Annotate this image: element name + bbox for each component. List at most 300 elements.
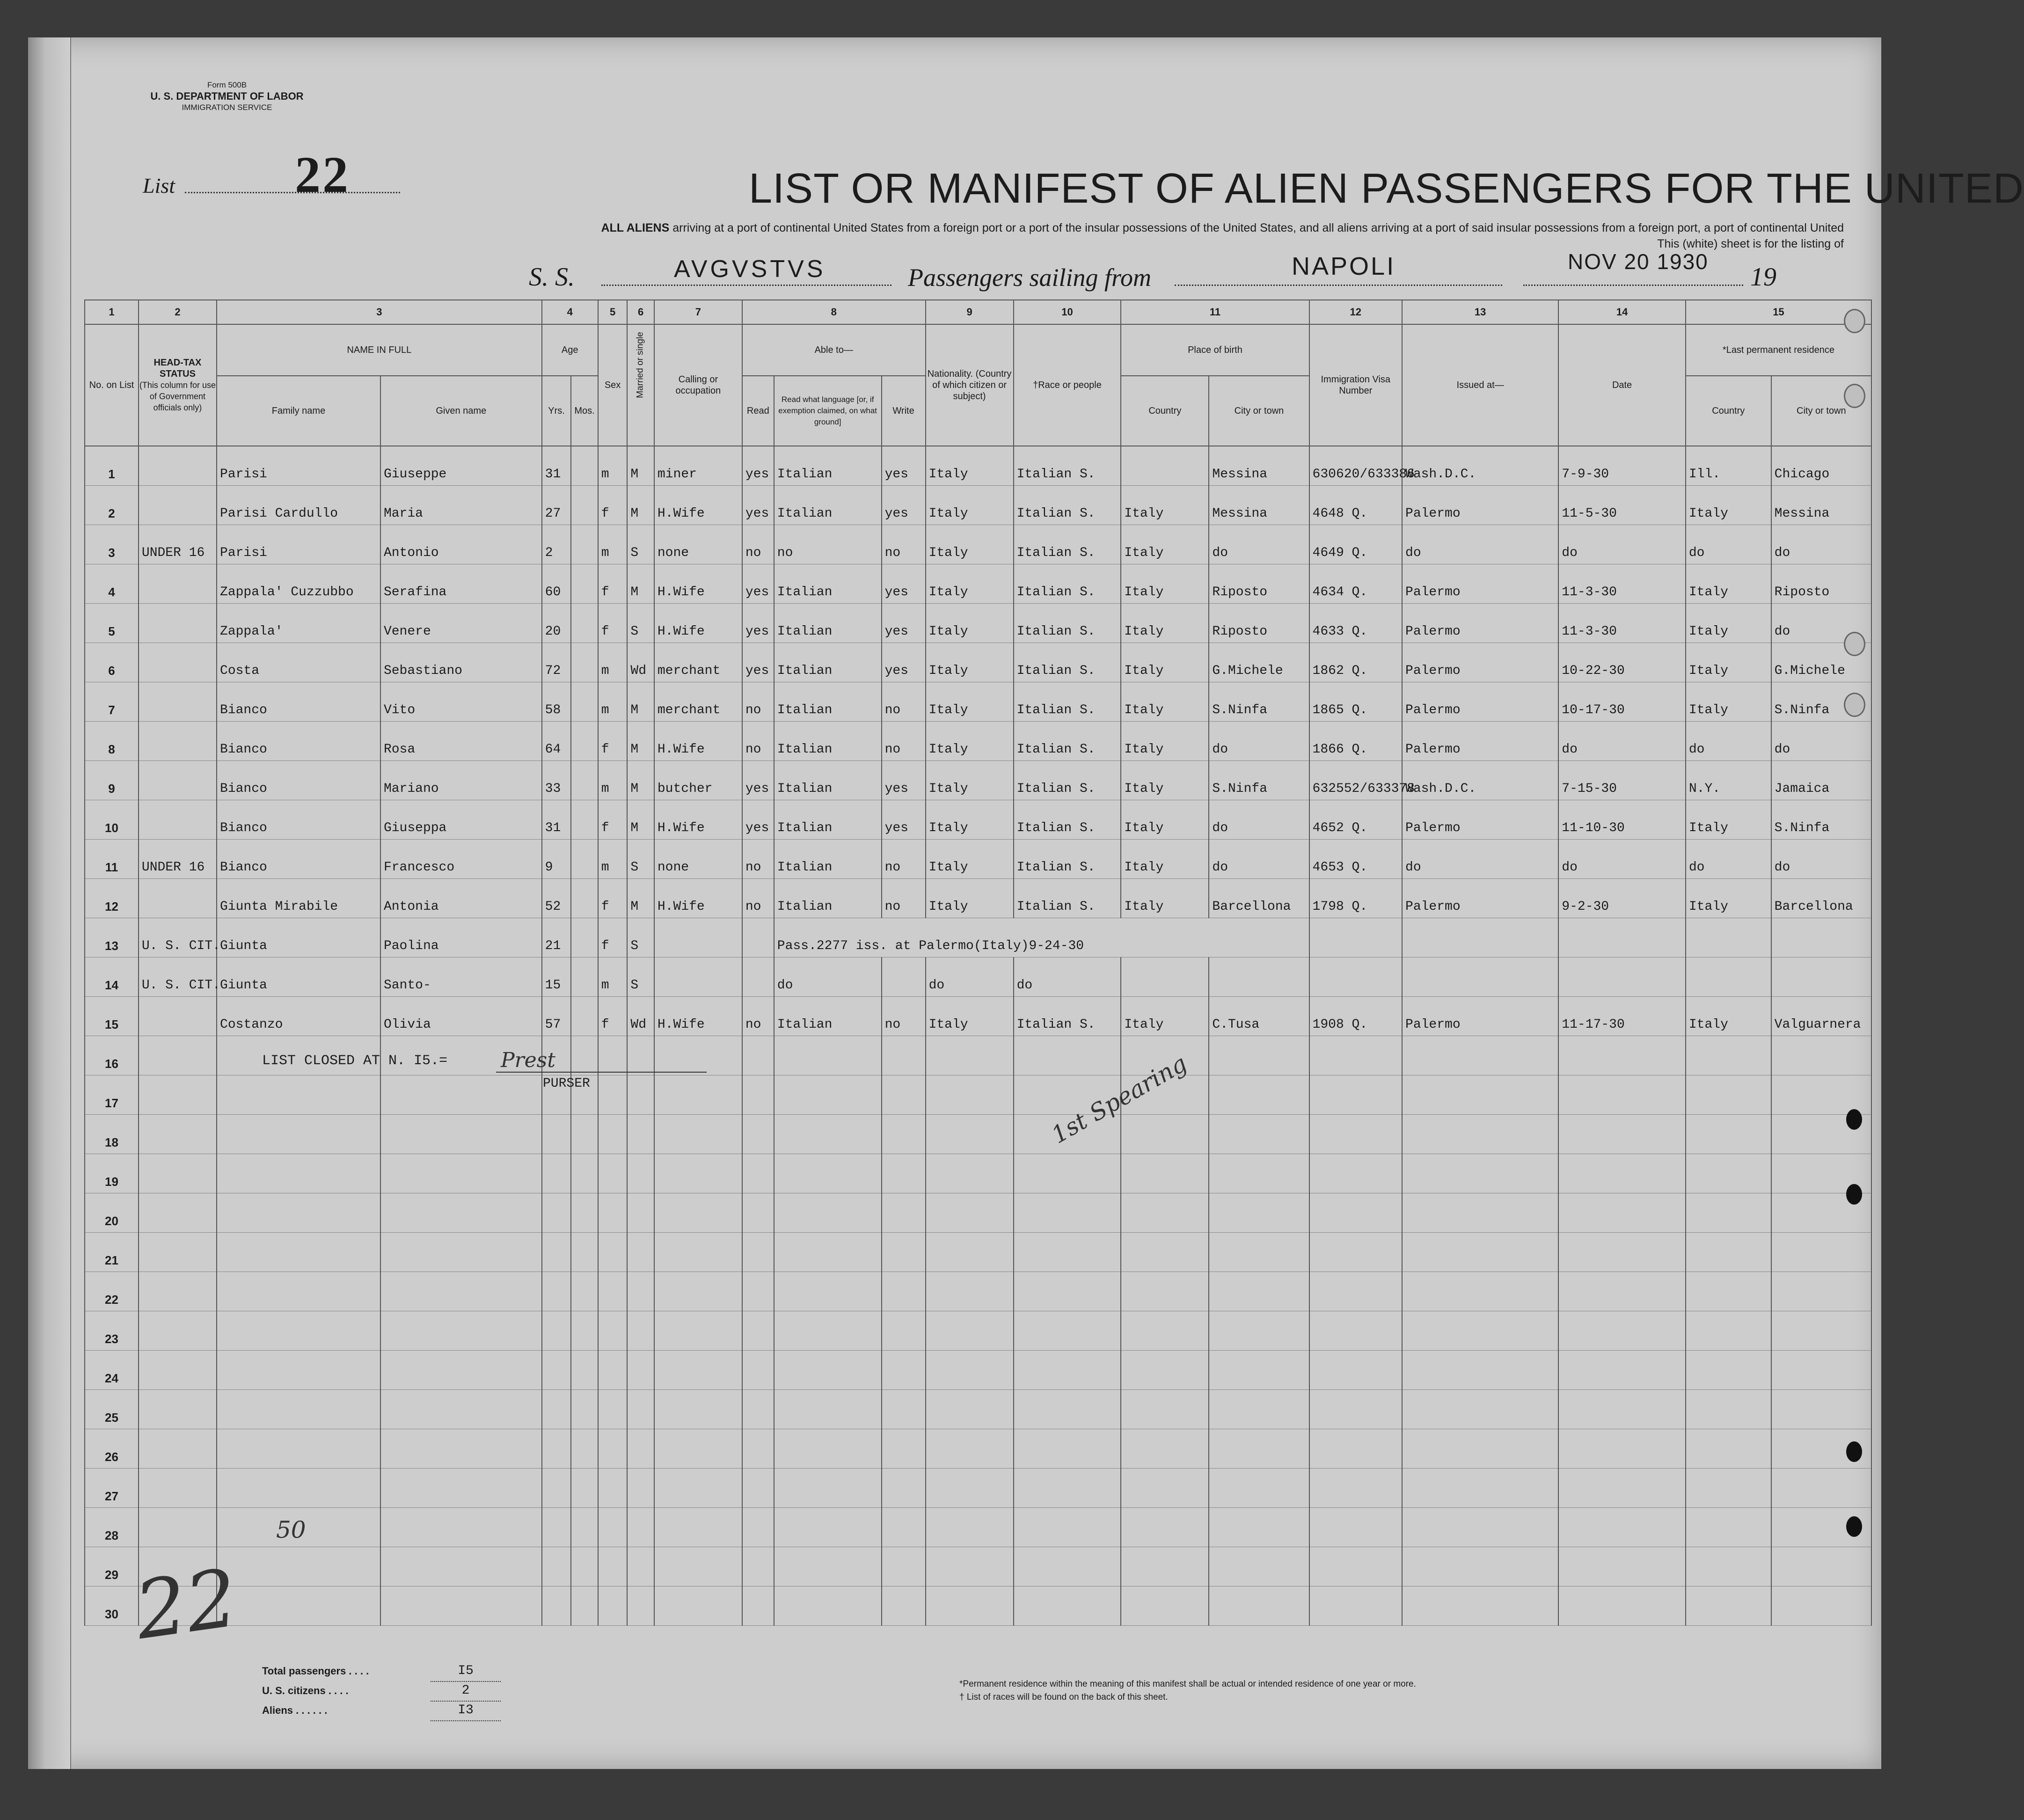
- cell-occupation: H.Wife: [654, 800, 742, 840]
- port-name: NAPOLI: [1292, 252, 1396, 280]
- header-issued-at: Issued at—: [1402, 324, 1558, 446]
- cell-given-name: [380, 1469, 542, 1508]
- cell-birth-country: [1121, 446, 1209, 486]
- cell-birth-city: [1209, 1115, 1309, 1154]
- aliens-label: Aliens . . . . . .: [262, 1704, 328, 1716]
- cell-visa-date: do: [1558, 525, 1686, 564]
- cell-visa-date: 11-3-30: [1558, 564, 1686, 604]
- cell-birth-country: Italy: [1121, 604, 1209, 643]
- cell-write: yes: [882, 446, 926, 486]
- cell-given-name: [380, 1115, 542, 1154]
- cell-res-country: Ill.: [1686, 446, 1771, 486]
- binder-ring-1: [1844, 309, 1865, 333]
- cell-age-mos: [571, 1036, 598, 1075]
- col-num-3: 3: [217, 300, 542, 324]
- document-subtitle: [435, 220, 1844, 252]
- table-row: [85, 604, 1871, 643]
- cell-nationality: Italy: [926, 525, 1014, 564]
- cell-write: [882, 1193, 926, 1233]
- cell-res-country: Italy: [1686, 486, 1771, 525]
- cell-age-yrs: [542, 1272, 571, 1311]
- cell-given-name: [380, 1193, 542, 1233]
- cell-no: 30: [85, 1586, 139, 1626]
- cell-nationality: Italy: [926, 564, 1014, 604]
- cell-family-name: Bianco: [217, 800, 380, 840]
- cell-occupation: [654, 1469, 742, 1508]
- cell-family-name: Giunta: [217, 958, 380, 997]
- cell-birth-city: [1209, 1469, 1309, 1508]
- cell-given-name: Rosa: [380, 722, 542, 761]
- cell-head-tax: UNDER 16: [139, 525, 217, 564]
- cell-age-mos: [571, 918, 598, 958]
- cell-visa-number: [1309, 1429, 1402, 1469]
- cell-age-mos: [571, 1115, 598, 1154]
- col-num-6: 6: [627, 300, 654, 324]
- cell-given-name: Antonia: [380, 879, 542, 918]
- cell-age-yrs: [542, 1233, 571, 1272]
- cell-write: no: [882, 525, 926, 564]
- cell-occupation: [654, 1586, 742, 1626]
- cell-head-tax: [139, 1272, 217, 1311]
- cell-res-country: Italy: [1686, 682, 1771, 722]
- cell-no: 28: [85, 1508, 139, 1547]
- cell-read: no: [742, 525, 774, 564]
- header-read-language: Read what language [or, if exemption claimed, on what ground]: [774, 376, 882, 446]
- cell-sex: m: [598, 761, 628, 800]
- cell-visa-number: [1309, 1390, 1402, 1429]
- cell-read: [742, 1508, 774, 1547]
- cell-res-country: do: [1686, 840, 1771, 879]
- cell-issued-at: [1402, 1547, 1558, 1586]
- handwritten-small-number: 50: [276, 1516, 306, 1543]
- cell-language: Italian: [774, 446, 882, 486]
- cell-given-name: Mariano: [380, 761, 542, 800]
- cell-visa-date: [1558, 918, 1686, 958]
- cell-sex: [598, 1586, 628, 1626]
- cell-age-mos: [571, 1311, 598, 1351]
- column-number-row: [85, 300, 1871, 324]
- cell-birth-country: Italy: [1121, 682, 1209, 722]
- cell-issued-at: [1402, 1469, 1558, 1508]
- header-birth-city: City or town: [1209, 376, 1309, 446]
- subtitle-line-2: This (white) sheet is for the listing of: [1657, 237, 1844, 250]
- cell-sex: [598, 1311, 628, 1351]
- cell-res-city: [1771, 958, 1871, 997]
- cell-write: [882, 1154, 926, 1193]
- cell-visa-number: 4649 Q.: [1309, 525, 1402, 564]
- cell-nationality: [926, 1469, 1014, 1508]
- cell-res-country: [1686, 1233, 1771, 1272]
- cell-res-country: Italy: [1686, 643, 1771, 682]
- cell-visa-date: [1558, 1508, 1686, 1547]
- department-name: U. S. DEPARTMENT OF LABOR: [150, 90, 304, 102]
- cell-res-country: [1686, 1272, 1771, 1311]
- cell-read: [742, 1311, 774, 1351]
- cell-age-mos: [571, 1193, 598, 1233]
- cell-birth-country: [1121, 1311, 1209, 1351]
- cell-nationality: [926, 1233, 1014, 1272]
- cell-language: [774, 1036, 882, 1075]
- sailing-label: Passengers sailing from: [908, 263, 1152, 292]
- cell-marital: M: [627, 800, 654, 840]
- us-citizens-value: 2: [431, 1681, 501, 1702]
- cell-visa-date: 11-10-30: [1558, 800, 1686, 840]
- cell-visa-number: 632552/633378: [1309, 761, 1402, 800]
- cell-visa-date: [1558, 1193, 1686, 1233]
- list-closed-note: LIST CLOSED AT N. I5.=: [262, 1053, 448, 1069]
- cell-occupation: H.Wife: [654, 564, 742, 604]
- cell-age-yrs: 64: [542, 722, 571, 761]
- purser-label: PURSER: [543, 1076, 590, 1091]
- cell-marital: Wd: [627, 997, 654, 1036]
- cell-birth-country: Italy: [1121, 643, 1209, 682]
- cell-birth-city: [1209, 1547, 1309, 1586]
- cell-res-city: G.Michele: [1771, 643, 1871, 682]
- cell-visa-date: [1558, 1154, 1686, 1193]
- list-underline: [185, 192, 400, 193]
- cell-family-name: Parisi Cardullo: [217, 486, 380, 525]
- cell-issued-at: [1402, 1351, 1558, 1390]
- cell-res-city: S.Ninfa: [1771, 682, 1871, 722]
- cell-write: yes: [882, 761, 926, 800]
- cell-head-tax: [139, 486, 217, 525]
- cell-no: 8: [85, 722, 139, 761]
- col-num-8: 8: [742, 300, 926, 324]
- cell-language: Italian: [774, 800, 882, 840]
- cell-family-name: [217, 1429, 380, 1469]
- cell-res-city: [1771, 1547, 1871, 1586]
- cell-given-name: Serafina: [380, 564, 542, 604]
- cell-res-city: Riposto: [1771, 564, 1871, 604]
- cell-visa-number: 1866 Q.: [1309, 722, 1402, 761]
- aliens-value: I3: [431, 1701, 501, 1721]
- cell-race: Italian S.: [1014, 604, 1121, 643]
- cell-language: [774, 1429, 882, 1469]
- cell-birth-country: Italy: [1121, 879, 1209, 918]
- cell-issued-at: [1402, 1586, 1558, 1626]
- cell-family-name: [217, 1272, 380, 1311]
- cell-no: 12: [85, 879, 139, 918]
- cell-age-yrs: 31: [542, 446, 571, 486]
- cell-marital: S: [627, 958, 654, 997]
- cell-language: [774, 1390, 882, 1429]
- col-num-5: 5: [598, 300, 628, 324]
- cell-sex: [598, 1547, 628, 1586]
- cell-read: [742, 1075, 774, 1115]
- cell-sex: [598, 1390, 628, 1429]
- cell-language: no: [774, 525, 882, 564]
- cell-issued-at: Wash.D.C.: [1402, 446, 1558, 486]
- cell-birth-city: Riposto: [1209, 604, 1309, 643]
- cell-age-yrs: 33: [542, 761, 571, 800]
- cell-birth-country: Italy: [1121, 840, 1209, 879]
- cell-family-name: Bianco: [217, 722, 380, 761]
- cell-race: [1014, 1233, 1121, 1272]
- ship-underline: [601, 285, 891, 286]
- cell-write: [882, 1311, 926, 1351]
- cell-head-tax: U. S. CIT.: [139, 918, 217, 958]
- cell-visa-date: [1558, 1390, 1686, 1429]
- cell-age-yrs: [542, 1115, 571, 1154]
- cell-language: Italian: [774, 564, 882, 604]
- cell-no: 1: [85, 446, 139, 486]
- cell-issued-at: do: [1402, 840, 1558, 879]
- punch-hole-4: [1846, 1516, 1862, 1537]
- cell-head-tax: [139, 564, 217, 604]
- cell-occupation: [654, 1429, 742, 1469]
- cell-occupation: H.Wife: [654, 604, 742, 643]
- cell-family-name: Costanzo: [217, 997, 380, 1036]
- cell-visa-date: [1558, 958, 1686, 997]
- cell-no: 15: [85, 997, 139, 1036]
- cell-birth-city: [1209, 1311, 1309, 1351]
- punch-hole-2: [1846, 1184, 1862, 1205]
- cell-given-name: Giuseppe: [380, 446, 542, 486]
- table-row: [85, 1233, 1871, 1272]
- header-write: Write: [882, 376, 926, 446]
- cell-read: yes: [742, 446, 774, 486]
- cell-family-name: [217, 1193, 380, 1233]
- cell-age-mos: [571, 446, 598, 486]
- cell-head-tax: [139, 1469, 217, 1508]
- date-stamp: NOV 20 1930: [1568, 249, 1709, 274]
- cell-res-city: [1771, 1233, 1871, 1272]
- cell-write: yes: [882, 800, 926, 840]
- cell-sex: [598, 1233, 628, 1272]
- cell-sex: [598, 1115, 628, 1154]
- cell-write: yes: [882, 604, 926, 643]
- cell-marital: [627, 1154, 654, 1193]
- cell-nationality: [926, 1351, 1014, 1390]
- cell-issued-at: Palermo: [1402, 682, 1558, 722]
- cell-occupation: [654, 1390, 742, 1429]
- cell-marital: S: [627, 918, 654, 958]
- cell-marital: [627, 1311, 654, 1351]
- cell-no: 14: [85, 958, 139, 997]
- cell-age-mos: [571, 722, 598, 761]
- cell-birth-city: S.Ninfa: [1209, 761, 1309, 800]
- cell-family-name: Zappala': [217, 604, 380, 643]
- cell-issued-at: [1402, 1390, 1558, 1429]
- cell-given-name: [380, 1586, 542, 1626]
- cell-res-country: [1686, 1075, 1771, 1115]
- cell-res-city: Barcellona: [1771, 879, 1871, 918]
- cell-visa-number: 4648 Q.: [1309, 486, 1402, 525]
- cell-issued-at: Wash.D.C.: [1402, 761, 1558, 800]
- cell-visa-number: [1309, 1469, 1402, 1508]
- col-num-13: 13: [1402, 300, 1558, 324]
- cell-birth-country: Italy: [1121, 486, 1209, 525]
- cell-no: 27: [85, 1469, 139, 1508]
- cell-birth-country: [1121, 1508, 1209, 1547]
- cell-res-country: do: [1686, 722, 1771, 761]
- form-header: [143, 80, 311, 113]
- cell-birth-city: do: [1209, 840, 1309, 879]
- cell-given-name: Francesco: [380, 840, 542, 879]
- cell-age-yrs: 58: [542, 682, 571, 722]
- cell-head-tax: [139, 1390, 217, 1429]
- header-head-tax-title: HEAD-TAX STATUS: [153, 358, 202, 379]
- cell-age-yrs: 72: [542, 643, 571, 682]
- cell-age-mos: [571, 1272, 598, 1311]
- cell-visa-date: 11-17-30: [1558, 997, 1686, 1036]
- cell-given-name: Sebastiano: [380, 643, 542, 682]
- cell-no: 26: [85, 1429, 139, 1469]
- cell-age-yrs: 21: [542, 918, 571, 958]
- cell-visa-number: 1862 Q.: [1309, 643, 1402, 682]
- table-row: [85, 958, 1871, 997]
- cell-race: [1014, 1469, 1121, 1508]
- cell-occupation: none: [654, 525, 742, 564]
- handwritten-inspector-note: 1st Spearing: [1047, 1050, 1192, 1149]
- punch-hole-3: [1846, 1441, 1862, 1462]
- cell-language: Italian: [774, 643, 882, 682]
- cell-no: 19: [85, 1154, 139, 1193]
- cell-visa-date: 11-5-30: [1558, 486, 1686, 525]
- cell-given-name: [380, 1233, 542, 1272]
- list-number: 22: [295, 146, 350, 203]
- cell-nationality: Italy: [926, 643, 1014, 682]
- cell-no: 13: [85, 918, 139, 958]
- cell-head-tax: UNDER 16: [139, 840, 217, 879]
- cell-occupation: [654, 958, 742, 997]
- cell-res-country: [1686, 958, 1771, 997]
- cell-age-yrs: [542, 1469, 571, 1508]
- cell-race: Italian S.: [1014, 761, 1121, 800]
- header-date: Date: [1558, 324, 1686, 446]
- table-row: [85, 446, 1871, 486]
- cell-visa-date: 10-17-30: [1558, 682, 1686, 722]
- cell-marital: S: [627, 604, 654, 643]
- cell-race: [1014, 1586, 1121, 1626]
- header-age: Age: [542, 324, 598, 376]
- cell-age-mos: [571, 1429, 598, 1469]
- cell-res-country: [1686, 1036, 1771, 1075]
- table-row: [85, 1390, 1871, 1429]
- cell-read: [742, 1351, 774, 1390]
- cell-no: 5: [85, 604, 139, 643]
- year-prefix: 19: [1750, 263, 1776, 292]
- table-row: [85, 525, 1871, 564]
- cell-read: yes: [742, 761, 774, 800]
- cell-res-country: Italy: [1686, 604, 1771, 643]
- cell-visa-date: [1558, 1469, 1686, 1508]
- date-underline: [1523, 285, 1743, 286]
- table-row: [85, 1154, 1871, 1193]
- cell-birth-city: [1209, 1075, 1309, 1115]
- col-num-2: 2: [139, 300, 217, 324]
- total-passengers-row: [262, 1661, 474, 1681]
- cell-marital: M: [627, 682, 654, 722]
- cell-sex: [598, 1429, 628, 1469]
- cell-family-name: Bianco: [217, 761, 380, 800]
- cell-write: [882, 1429, 926, 1469]
- cell-read: no: [742, 840, 774, 879]
- cell-age-mos: [571, 1469, 598, 1508]
- cell-birth-city: [1209, 1390, 1309, 1429]
- cell-visa-number: [1309, 1272, 1402, 1311]
- cell-race: Italian S.: [1014, 800, 1121, 840]
- cell-no: 2: [85, 486, 139, 525]
- cell-marital: M: [627, 761, 654, 800]
- cell-marital: [627, 1508, 654, 1547]
- cell-family-name: Giunta Mirabile: [217, 879, 380, 918]
- cell-visa-date: 10-22-30: [1558, 643, 1686, 682]
- cell-age-yrs: [542, 1311, 571, 1351]
- cell-given-name: Giuseppa: [380, 800, 542, 840]
- cell-birth-country: [1121, 1469, 1209, 1508]
- cell-visa-date: [1558, 1233, 1686, 1272]
- document-title: LIST OR MANIFEST OF ALIEN PASSENGERS FOR THE UNITED: [749, 165, 2024, 212]
- cell-issued-at: Palermo: [1402, 486, 1558, 525]
- table-row: [85, 879, 1871, 918]
- col-num-4: 4: [542, 300, 598, 324]
- table-row: [85, 722, 1871, 761]
- cell-family-name: [217, 1075, 380, 1115]
- col-num-9: 9: [926, 300, 1014, 324]
- cell-age-mos: [571, 564, 598, 604]
- cell-given-name: Olivia: [380, 997, 542, 1036]
- cell-language: [774, 1233, 882, 1272]
- cell-birth-country: [1121, 1115, 1209, 1154]
- cell-given-name: [380, 1154, 542, 1193]
- punch-hole-1: [1846, 1109, 1862, 1130]
- cell-age-mos: [571, 1390, 598, 1429]
- cell-race: Italian S.: [1014, 840, 1121, 879]
- cell-occupation: H.Wife: [654, 879, 742, 918]
- subtitle-bold: ALL ALIENS: [601, 221, 670, 234]
- cell-occupation: butcher: [654, 761, 742, 800]
- cell-sex: m: [598, 958, 628, 997]
- cell-read: [742, 1115, 774, 1154]
- cell-birth-country: [1121, 1272, 1209, 1311]
- cell-given-name: Santo-: [380, 958, 542, 997]
- cell-nationality: [926, 1586, 1014, 1626]
- cell-visa-number: 630620/633386: [1309, 446, 1402, 486]
- binder-ring-4: [1844, 693, 1865, 717]
- cell-language: Italian: [774, 682, 882, 722]
- cell-issued-at: Palermo: [1402, 879, 1558, 918]
- cell-marital: [627, 1351, 654, 1390]
- cell-no: 10: [85, 800, 139, 840]
- cell-head-tax: [139, 997, 217, 1036]
- cell-res-country: [1686, 1311, 1771, 1351]
- cell-visa-date: [1558, 1311, 1686, 1351]
- cell-sex: m: [598, 643, 628, 682]
- cell-write: [882, 1508, 926, 1547]
- cell-birth-country: Italy: [1121, 564, 1209, 604]
- header-place-of-birth: Place of birth: [1121, 324, 1309, 376]
- cell-race: Italian S.: [1014, 525, 1121, 564]
- cell-head-tax: [139, 1036, 217, 1075]
- cell-birth-city: [1209, 1272, 1309, 1311]
- cell-issued-at: [1402, 1036, 1558, 1075]
- cell-nationality: [926, 1272, 1014, 1311]
- cell-birth-country: Italy: [1121, 800, 1209, 840]
- cell-occupation: H.Wife: [654, 486, 742, 525]
- cell-language: [774, 1115, 882, 1154]
- footnote-races: † List of races will be found on the back of this sheet.: [959, 1692, 1168, 1702]
- cell-marital: [627, 1272, 654, 1311]
- cell-birth-city: [1209, 1154, 1309, 1193]
- cell-language: [774, 1508, 882, 1547]
- cell-language: [774, 1469, 882, 1508]
- cell-write: [882, 1233, 926, 1272]
- binding-edge: [28, 37, 71, 1769]
- cell-head-tax: [139, 1075, 217, 1115]
- cell-visa-date: [1558, 1586, 1686, 1626]
- cell-birth-city: [1209, 1351, 1309, 1390]
